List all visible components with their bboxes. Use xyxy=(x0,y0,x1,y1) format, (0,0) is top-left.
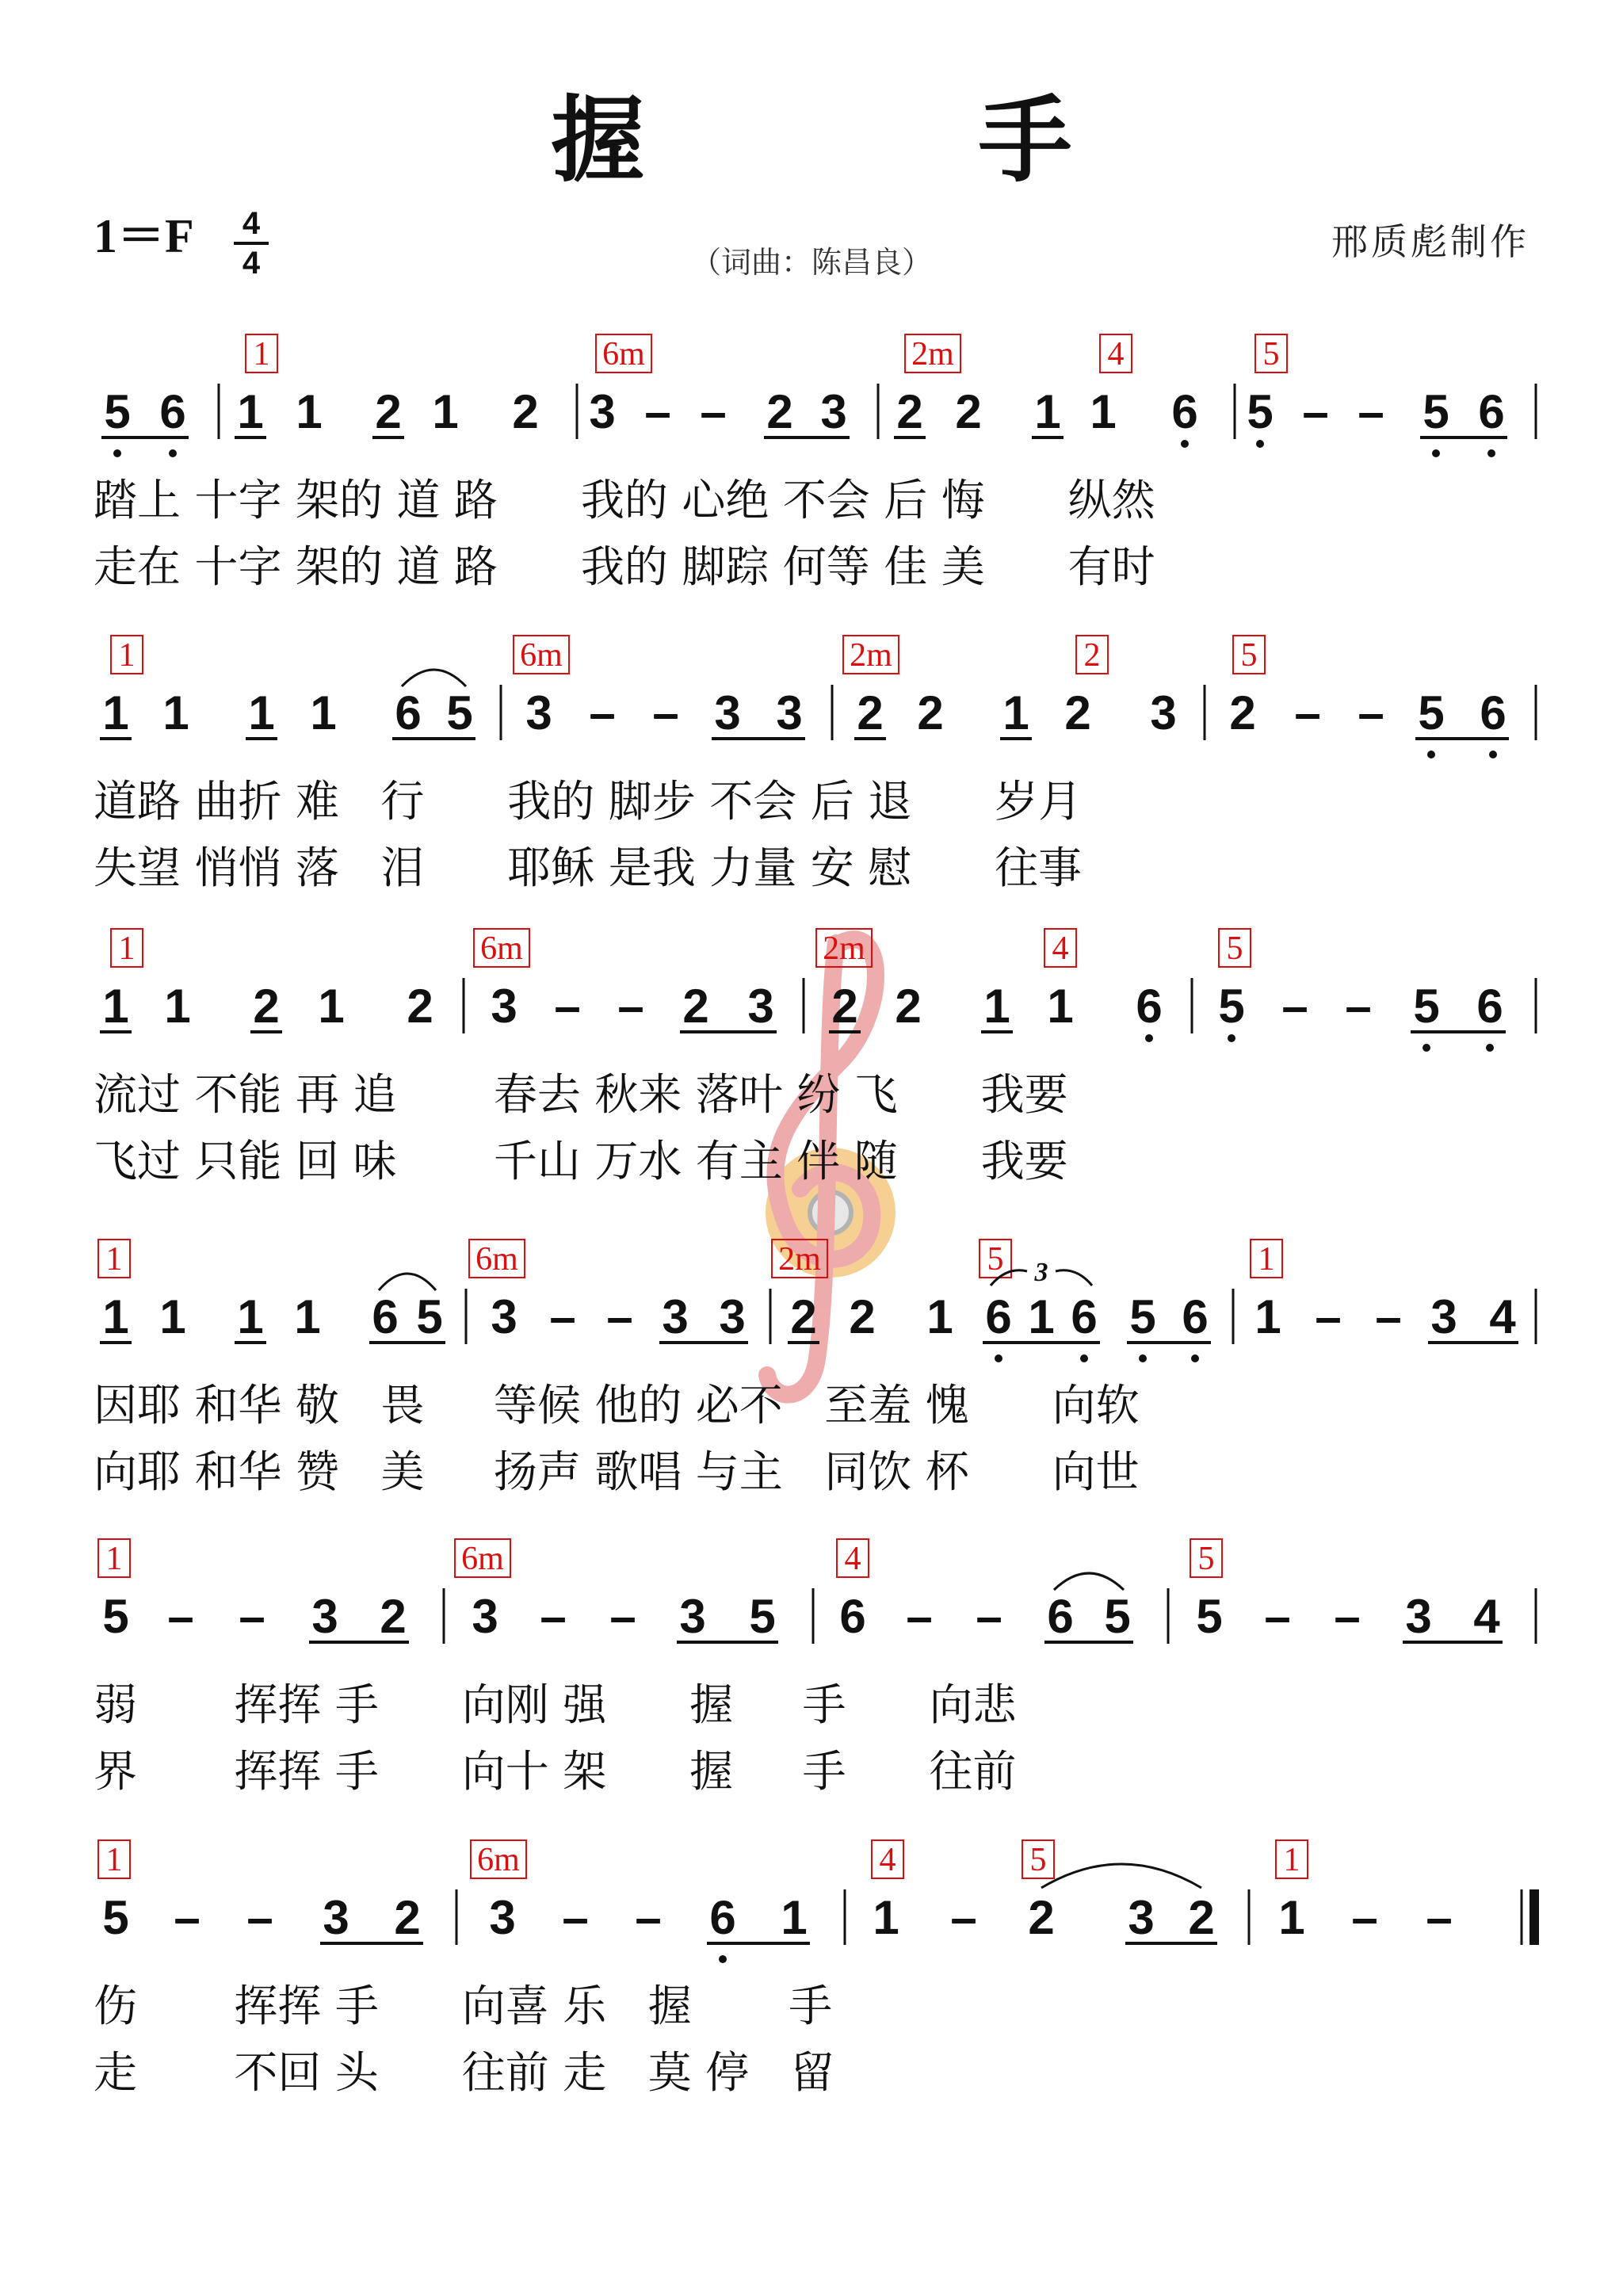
time-signature-bottom: 4 xyxy=(242,246,261,281)
chord-label: 1 xyxy=(105,1842,123,1878)
low-octave-dot xyxy=(1228,1034,1235,1042)
note-digit: 2 xyxy=(394,1891,421,1944)
note-digit: 3 xyxy=(1150,686,1177,739)
note-digit: 5 xyxy=(104,385,131,438)
note-digit: 6 xyxy=(159,385,186,438)
chord-label: 5 xyxy=(1240,637,1258,674)
note-digit: 6 xyxy=(709,1891,736,1944)
chord-label: 1 xyxy=(118,637,136,674)
lyric-line: 失望 悄悄 落 泪 耶稣 是我 力量 安 慰 往事 xyxy=(94,842,1083,893)
low-octave-dot xyxy=(1423,1044,1430,1052)
score-row xyxy=(94,1539,1536,1797)
note-digit: 5 xyxy=(1129,1290,1156,1343)
note-digit: 1 xyxy=(781,1891,808,1944)
chord-label: 6m xyxy=(480,930,523,967)
note-digit: 3 xyxy=(820,385,847,438)
chord-label: 1 xyxy=(118,930,136,967)
chord-label: 5 xyxy=(1197,1541,1215,1577)
chord-label: 1 xyxy=(1258,1241,1275,1278)
lyric-line: 弱 挥挥 手 向刚 强 握 手 向悲 xyxy=(94,1679,1017,1730)
note-digit: 1 xyxy=(159,1290,186,1343)
chord-label: 2m xyxy=(911,336,954,372)
note-digit: 3 xyxy=(719,1290,746,1343)
low-octave-dot xyxy=(1489,751,1497,758)
note-digit: 2 xyxy=(512,385,539,438)
note-digit: 2 xyxy=(375,385,402,438)
sustain-dash: – xyxy=(950,1891,977,1944)
chord-label: 1 xyxy=(105,1241,123,1278)
sustain-dash: – xyxy=(976,1590,1002,1643)
note-digit: 1 xyxy=(1090,385,1117,438)
low-octave-dot xyxy=(719,1955,727,1963)
sustain-dash: – xyxy=(1426,1891,1453,1944)
note-digit: 3 xyxy=(311,1590,338,1643)
sustain-dash: – xyxy=(1358,686,1384,739)
sustain-dash: – xyxy=(700,385,727,438)
note-digit: 3 xyxy=(662,1290,689,1343)
sustain-dash: – xyxy=(239,1590,265,1643)
note-digit: 6 xyxy=(1480,686,1507,739)
note-digit: 1 xyxy=(873,1891,899,1944)
triplet-arc-right xyxy=(1056,1270,1092,1286)
low-octave-dot xyxy=(1080,1354,1088,1362)
note-digit: 3 xyxy=(491,1290,517,1343)
note-digit: 2 xyxy=(857,686,884,739)
lyric-line: 走在 十字 架的 道 路 我的 脚踪 何等 佳 美 有时 xyxy=(94,541,1155,592)
lyric-line: 飞过 只能 回 味 千山 万水 有主 伴 随 我要 xyxy=(94,1136,1068,1186)
low-octave-dot xyxy=(1486,1044,1494,1052)
chord-label: 6m xyxy=(477,1842,520,1878)
chord-label: 2m xyxy=(823,930,865,967)
note-digit: 6 xyxy=(985,1290,1012,1343)
note-digit: 6 xyxy=(395,686,422,739)
chord-label: 2m xyxy=(850,637,892,674)
note-digit: 1 xyxy=(1278,1891,1305,1944)
sustain-dash: – xyxy=(1281,980,1308,1033)
note-digit: 5 xyxy=(1418,686,1445,739)
note-digit: 6 xyxy=(372,1290,399,1343)
note-digit: 5 xyxy=(1218,980,1245,1033)
key-signature: 1＝F xyxy=(94,210,194,262)
score-row xyxy=(94,929,1536,1186)
sustain-dash: – xyxy=(606,1290,633,1343)
note-digit: 4 xyxy=(1473,1590,1500,1643)
low-octave-dot xyxy=(169,449,177,457)
sustain-dash: – xyxy=(554,980,581,1033)
note-digit: 6 xyxy=(1182,1290,1209,1343)
final-bar-thick xyxy=(1529,1889,1539,1945)
note-digit: 3 xyxy=(747,980,774,1033)
chord-label: 1 xyxy=(105,1541,123,1577)
chord-label: 2m xyxy=(778,1241,821,1278)
note-digit: 5 xyxy=(446,686,473,739)
note-digit: 1 xyxy=(162,686,189,739)
low-octave-dot xyxy=(1181,440,1189,448)
chord-label: 6m xyxy=(475,1241,518,1278)
note-digit: 1 xyxy=(926,1290,953,1343)
chord-label: 1 xyxy=(253,336,270,372)
note-digit: 2 xyxy=(896,385,923,438)
tie-arc xyxy=(1054,1573,1124,1590)
note-digit: 1 xyxy=(294,1290,321,1343)
note-digit: 6 xyxy=(1047,1590,1074,1643)
score-row xyxy=(94,334,1536,592)
note-digit: 6 xyxy=(1136,980,1163,1033)
lyric-line: 踏上 十字 架的 道 路 我的 心绝 不会 后 悔 纵然 xyxy=(94,475,1155,525)
note-digit: 1 xyxy=(1034,385,1061,438)
lyric-line: 界 挥挥 手 向十 架 握 手 往前 xyxy=(94,1746,1017,1797)
note-digit: 6 xyxy=(1476,980,1503,1033)
note-digit: 1 xyxy=(102,686,129,739)
note-digit: 2 xyxy=(1028,1891,1055,1944)
sustain-dash: – xyxy=(1375,1290,1402,1343)
note-digit: 3 xyxy=(489,1891,516,1944)
note-digit: 5 xyxy=(1196,1590,1223,1643)
note-digit: 1 xyxy=(102,1290,129,1343)
note-digit: 2 xyxy=(831,980,858,1033)
note-digit: 3 xyxy=(679,1590,706,1643)
sustain-dash: – xyxy=(635,1891,662,1944)
tie-arc xyxy=(379,1274,436,1290)
sustain-dash: – xyxy=(617,980,644,1033)
lyric-line: 走 不回 头 往前 走 莫 停 留 xyxy=(94,2047,834,2098)
low-octave-dot xyxy=(1256,440,1264,448)
chord-label: 5 xyxy=(1226,930,1243,967)
note-digit: 3 xyxy=(776,686,803,739)
chord-label: 6m xyxy=(602,336,645,372)
low-octave-dot xyxy=(1139,1354,1147,1362)
sustain-dash: – xyxy=(246,1891,273,1944)
chord-label: 2 xyxy=(1083,637,1101,674)
chord-label: 6m xyxy=(520,637,563,674)
sustain-dash: – xyxy=(1345,980,1372,1033)
note-digit: 6 xyxy=(839,1590,866,1643)
note-digit: 2 xyxy=(955,385,982,438)
note-digit: 2 xyxy=(766,385,793,438)
slur-arc xyxy=(1041,1864,1201,1888)
note-digit: 1 xyxy=(318,980,345,1033)
sustain-dash: – xyxy=(1358,385,1384,438)
note-digit: 5 xyxy=(1104,1590,1131,1643)
note-digit: 3 xyxy=(1405,1590,1432,1643)
note-digit: 3 xyxy=(1128,1891,1155,1944)
chord-label: 6m xyxy=(461,1541,504,1577)
chord-label: 5 xyxy=(1029,1842,1047,1878)
chord-label: 4 xyxy=(879,1842,896,1878)
note-digit: 1 xyxy=(1002,686,1029,739)
note-digit: 1 xyxy=(432,385,459,438)
note-digit: 2 xyxy=(1229,686,1256,739)
note-digit: 1 xyxy=(1254,1290,1281,1343)
note-digit: 1 xyxy=(237,385,264,438)
note-digit: 2 xyxy=(1064,686,1091,739)
note-digit: 2 xyxy=(380,1590,407,1643)
lyric-line: 伤 挥挥 手 向喜 乐 握 手 xyxy=(94,1981,833,2031)
note-digit: 1 xyxy=(983,980,1010,1033)
maker-credit: 邢质彪制作 xyxy=(1331,220,1529,263)
low-octave-dot xyxy=(1191,1354,1199,1362)
note-digit: 3 xyxy=(525,686,552,739)
low-octave-dot xyxy=(1427,751,1435,758)
note-digit: 5 xyxy=(102,1590,129,1643)
note-digit: 1 xyxy=(237,1290,264,1343)
low-octave-dot xyxy=(995,1354,1002,1362)
note-digit: 2 xyxy=(1188,1891,1215,1944)
lyric-line: 向耶 和华 赞 美 扬声 歌唱 与主 同饮 杯 向世 xyxy=(94,1446,1140,1497)
note-digit: 2 xyxy=(682,980,709,1033)
low-octave-dot xyxy=(1432,449,1440,457)
note-digit: 1 xyxy=(1047,980,1074,1033)
note-digit: 2 xyxy=(407,980,433,1033)
chord-label: 5 xyxy=(1262,336,1280,372)
note-digit: 1 xyxy=(1028,1290,1055,1343)
note-digit: 1 xyxy=(248,686,275,739)
sustain-dash: – xyxy=(1315,1290,1342,1343)
sustain-dash: – xyxy=(906,1590,933,1643)
note-digit: 5 xyxy=(416,1290,443,1343)
lyric-line: 道路 曲折 难 行 我的 脚步 不会 后 退 岁月 xyxy=(94,776,1083,827)
note-digit: 2 xyxy=(895,980,922,1033)
note-digit: 2 xyxy=(253,980,280,1033)
note-digit: 5 xyxy=(102,1891,129,1944)
sustain-dash: – xyxy=(609,1590,636,1643)
sustain-dash: – xyxy=(1294,686,1321,739)
sustain-dash: – xyxy=(549,1290,576,1343)
lyric-line: 流过 不能 再 追 春去 秋来 落叶 纷 飞 我要 xyxy=(94,1069,1068,1120)
score-row xyxy=(94,1840,1539,2098)
note-digit: 6 xyxy=(1071,1290,1098,1343)
chord-label: 1 xyxy=(1283,1842,1300,1878)
sustain-dash: – xyxy=(589,686,616,739)
note-digit: 5 xyxy=(1423,385,1449,438)
low-octave-dot xyxy=(113,449,121,457)
chord-label: 4 xyxy=(1052,930,1069,967)
sustain-dash: – xyxy=(174,1891,200,1944)
note-digit: 2 xyxy=(917,686,944,739)
note-digit: 6 xyxy=(1478,385,1505,438)
tie-arc xyxy=(402,670,466,686)
sustain-dash: – xyxy=(1264,1590,1291,1643)
note-digit: 3 xyxy=(714,686,741,739)
sustain-dash: – xyxy=(1302,385,1329,438)
note-digit: 3 xyxy=(323,1891,349,1944)
note-digit: 6 xyxy=(1171,385,1198,438)
song-title: 握 手 xyxy=(551,85,1223,195)
note-digit: 5 xyxy=(749,1590,776,1643)
note-digit: 5 xyxy=(1413,980,1440,1033)
note-digit: 1 xyxy=(164,980,191,1033)
sustain-dash: – xyxy=(540,1590,567,1643)
sustain-dash: – xyxy=(167,1590,194,1643)
sustain-dash: – xyxy=(644,385,671,438)
note-digit: 1 xyxy=(310,686,337,739)
low-octave-dot xyxy=(1145,1034,1153,1042)
note-digit: 5 xyxy=(1247,385,1274,438)
chord-label: 5 xyxy=(987,1241,1004,1278)
note-digit: 4 xyxy=(1489,1290,1516,1343)
lyric-line: 因耶 和华 敬 畏 等候 他的 必不 至羞 愧 向软 xyxy=(94,1380,1140,1431)
note-digit: 3 xyxy=(589,385,616,438)
score-row xyxy=(94,636,1536,893)
sustain-dash: – xyxy=(1351,1891,1378,1944)
sustain-dash: – xyxy=(1334,1590,1361,1643)
note-digit: 3 xyxy=(1430,1290,1457,1343)
note-digit: 3 xyxy=(491,980,517,1033)
low-octave-dot xyxy=(1487,449,1495,457)
note-digit: 1 xyxy=(102,980,129,1033)
chord-label: 4 xyxy=(844,1541,861,1577)
sustain-dash: – xyxy=(562,1891,589,1944)
note-digit: 3 xyxy=(472,1590,498,1643)
chord-label: 4 xyxy=(1107,336,1125,372)
triplet-mark: 3 xyxy=(1034,1258,1048,1287)
credits-line: （词曲：陈昌良） xyxy=(690,245,932,280)
note-digit: 2 xyxy=(849,1290,876,1343)
sustain-dash: – xyxy=(652,686,679,739)
note-digit: 2 xyxy=(790,1290,817,1343)
time-signature-top: 4 xyxy=(242,206,261,241)
note-digit: 1 xyxy=(296,385,323,438)
